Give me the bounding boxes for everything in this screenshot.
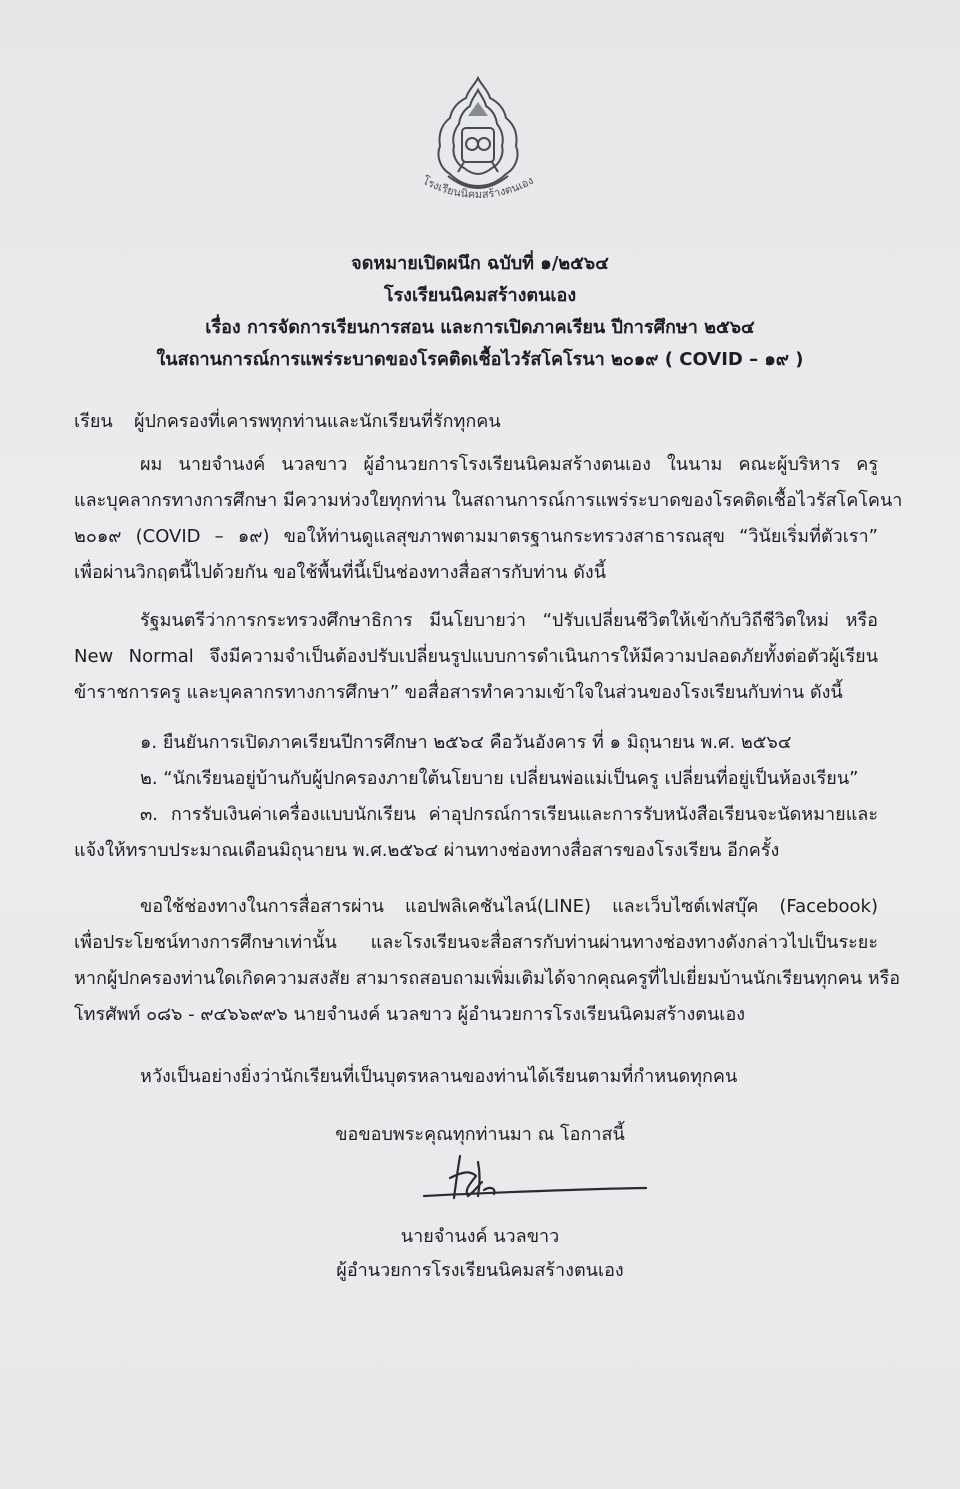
svg-text:โรงเรียนนิคมสร้างตนเอง	[420, 173, 535, 201]
paragraph-line: เพื่อผ่านวิกฤตนี้ไปด้วยกัน ขอใช้พื้นที่นี้เป็นช่องทางสื่อสารกับท่าน ดังนี้	[74, 562, 607, 583]
list-item: ๑. ยืนยันการเปิดภาคเรียนปีการศึกษา ๒๕๖๔ คือวันอังคาร ที่ ๑ มิถุนายน พ.ศ. ๒๕๖๔	[140, 732, 792, 753]
paragraph-line: ผม นายจำนงค์ นวลขาว ผู้อำนวยการโรงเรียนนิคมสร้างตนเอง ในนาม คณะผู้บริหาร ครู	[140, 454, 878, 475]
paragraph-line: หากผู้ปกครองท่านใดเกิดความสงสัย สามารถสอบถามเพิ่มเติมได้จากคุณครูที่ไปเยี่ยมบ้านนักเรียนทุกคน หรือ	[74, 968, 901, 989]
paragraph-line: ๒๐๑๙ (COVID – ๑๙) ขอให้ท่านดูแลสุขภาพตามมาตรฐานกระทรวงสาธารณสุข “วินัยเริ่มที่ตัวเรา”	[74, 526, 878, 547]
list-item: ๓. การรับเงินค่าเครื่องแบบนักเรียน ค่าอุปกรณ์การเรียนและการรับหนังสือเรียนจะนัดหมายและ	[140, 804, 878, 825]
school-emblem-text: โรงเรียนนิคมสร้างตนเอง	[420, 173, 536, 202]
letter-subject: เรื่อง การจัดการเรียนการสอน และการเปิดภาคเรียน ปีการศึกษา ๒๕๖๔	[205, 317, 755, 338]
signer-name	[0, 1222, 960, 1252]
signature-icon	[420, 1150, 650, 1210]
paragraph-line: ขอใช้ช่องทางในการสื่อสารผ่าน แอปพลิเคชันไลน์(LINE) และเว็บไซต์เฟสบุ๊ค (Facebook)	[140, 896, 878, 917]
letter-number: จดหมายเปิดผนึก ฉบับที่ ๑/๒๕๖๔	[351, 253, 609, 274]
contact-line: โทรศัพท์ ๐๘๖ - ๙๔๖๖๙๙๖ นายจำนงค์ นวลขาว ผู้อำนวยการโรงเรียนนิคมสร้างตนเอง	[74, 1004, 746, 1025]
list-item: ๒. “นักเรียนอยู่บ้านกับผู้ปกครองภายใต้นโยบาย เปลี่ยนพ่อแม่เป็นครู เปลี่ยนที่อยู่เป็นห้องเรียน”	[140, 768, 859, 789]
salutation-label: เรียน	[74, 411, 113, 432]
salutation-recipient: ผู้ปกครองที่เคารพทุกท่านและนักเรียนที่รักทุกคน	[134, 411, 501, 432]
paragraph-line: และบุคลากรทางการศึกษา มีความห่วงใยทุกท่าน ในสถานการณ์การแพร่ระบาดของโรคติดเชื้อไวรัสโคโคนา	[74, 490, 903, 511]
signer-name-text: นายจำนงค์ นวลขาว	[400, 1226, 560, 1247]
list-item-continuation: แจ้งให้ทราบประมาณเดือนมิถุนายน พ.ศ.๒๕๖๔ ผ่านทางช่องทางสื่อสารของโรงเรียน อีกครั้ง	[74, 840, 780, 861]
closing-hope: หวังเป็นอย่างยิ่งว่านักเรียนที่เป็นบุตรหลานของท่านได้เรียนตามที่กำหนดทุกคน	[140, 1066, 738, 1087]
paragraph-line: รัฐมนตรีว่าการกระทรวงศึกษาธิการ มีนโยบายว่า “ปรับเปลี่ยนชีวิตให้เข้ากับวิถีชีวิตใหม่ หรือ	[140, 610, 878, 631]
paragraph-line: ข้าราชการครู และบุคลากรทางการศึกษา” ขอสื่อสารทำความเข้าใจในส่วนของโรงเรียนกับท่าน ดังนี้	[74, 682, 843, 703]
paragraph-line: New Normal จึงมีความจำเป็นต้องปรับเปลี่ยนรูปแบบการดำเนินการให้มีความปลอดภัยทั้งต่อตัวผู้เรียน	[74, 646, 878, 667]
signer-position: ผู้อำนวยการโรงเรียนนิคมสร้างตนเอง	[336, 1260, 624, 1281]
closing-thanks: ขอขอบพระคุณทุกท่านมา ณ โอกาสนี้	[335, 1124, 625, 1145]
letter-subject-context: ในสถานการณ์การแพร่ระบาดของโรคติดเชื้อไวรัสโคโรนา ๒๐๑๙ ( COVID – ๑๙ )	[156, 349, 804, 370]
paragraph-line: เพื่อประโยชน์ทางการศึกษาเท่านั้น และโรงเรียนจะสื่อสารกับท่านผ่านทางช่องทางดังกล่าวไปเป็นระยะ	[74, 932, 878, 953]
school-name: โรงเรียนนิคมสร้างตนเอง	[383, 285, 577, 306]
school-emblem-icon	[418, 72, 538, 207]
